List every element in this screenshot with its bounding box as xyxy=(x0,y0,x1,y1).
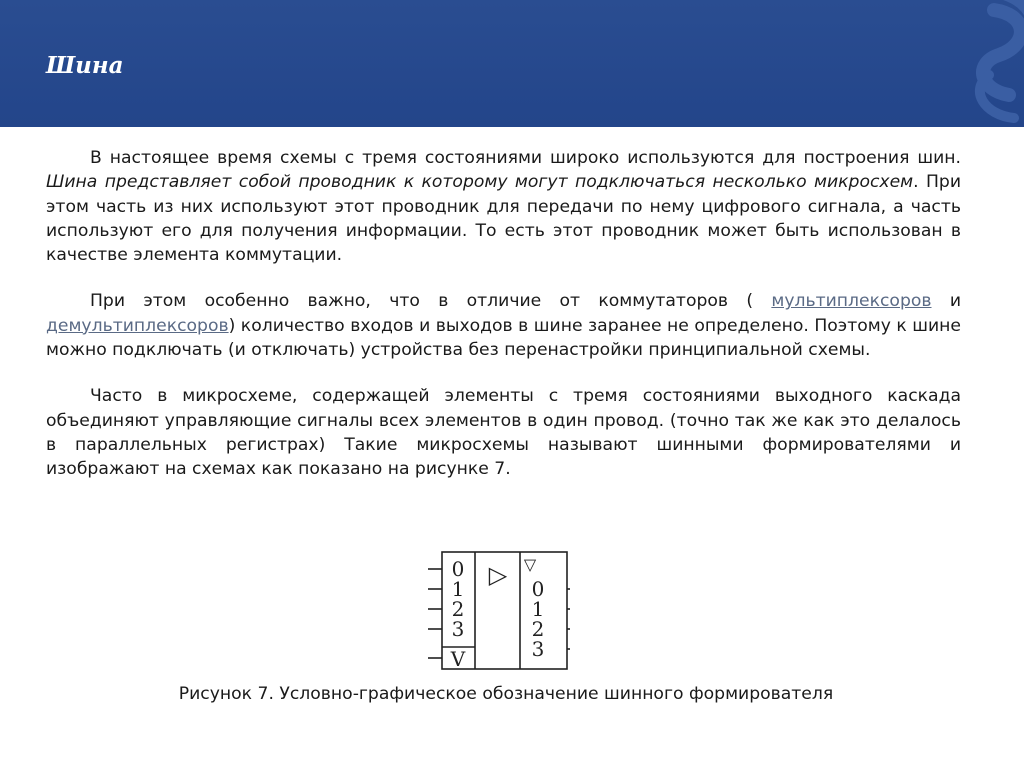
paragraph-2 xyxy=(46,289,961,362)
input-label-0: 0 xyxy=(451,557,465,581)
paragraph-2-text-b: и xyxy=(931,291,961,312)
input-label-1: 1 xyxy=(451,577,465,601)
output-label-3: 3 xyxy=(531,637,545,661)
logo-watermark-icon xyxy=(934,0,1024,127)
bus-driver-diagram xyxy=(420,548,570,673)
tristate-triangle-icon: ▽ xyxy=(523,555,537,574)
paragraph-1-text-b: . При этом часть из них используют этот проводник для передачи по нему цифрового сигнала, а часть используют его для получения информации. То есть этот проводник может быть использован в качестве элемента коммутации. xyxy=(46,172,961,266)
input-label-3: 3 xyxy=(451,617,465,641)
output-label-2: 2 xyxy=(531,617,545,641)
figure-caption-text: Рисунок 7. Условно-графическое обозначение шинного формирователя xyxy=(178,684,834,704)
figure-caption xyxy=(0,684,1024,704)
slide-header xyxy=(0,0,1024,127)
paragraph-2-text-a: При этом особенно важно, что в отличие от коммутаторов ( xyxy=(90,291,772,312)
bus-definition: Шина представляет собой проводник к которому могут подключаться несколько микросхем xyxy=(46,172,914,193)
demultiplexers-link[interactable]: демультиплексоров xyxy=(46,315,229,336)
paragraph-1 xyxy=(46,146,961,267)
output-label-1: 1 xyxy=(531,597,545,621)
paragraph-3: Часто в микросхеме, содержащей элементы с тремя состояниями выходного каскада объединяют управляющие сигналы всех элементов в один провод. (точно так же как это делалось в параллельных регистрах) Такие микросхемы называют шинными формирователями и изображают на схемах как показано на рисунке 7. xyxy=(46,386,961,480)
enable-label: V xyxy=(450,647,466,671)
output-label-0: 0 xyxy=(531,577,545,601)
multiplexers-link[interactable]: мультиплексоров xyxy=(771,291,932,312)
slide-body xyxy=(46,146,961,504)
paragraph-2-text-c: ) количество входов и выходов в шине заранее не определено. Поэтому к шине можно подключать (и отключать) устройства без перенастройки принципиальной схемы. xyxy=(46,315,961,361)
input-label-2: 2 xyxy=(451,597,465,621)
buffer-triangle-icon: ▷ xyxy=(488,561,508,589)
paragraph-1-text-a: В настоящее время схемы с тремя состояниями широко используются для построения шин. xyxy=(90,148,961,168)
slide-title: Шина xyxy=(46,52,124,79)
